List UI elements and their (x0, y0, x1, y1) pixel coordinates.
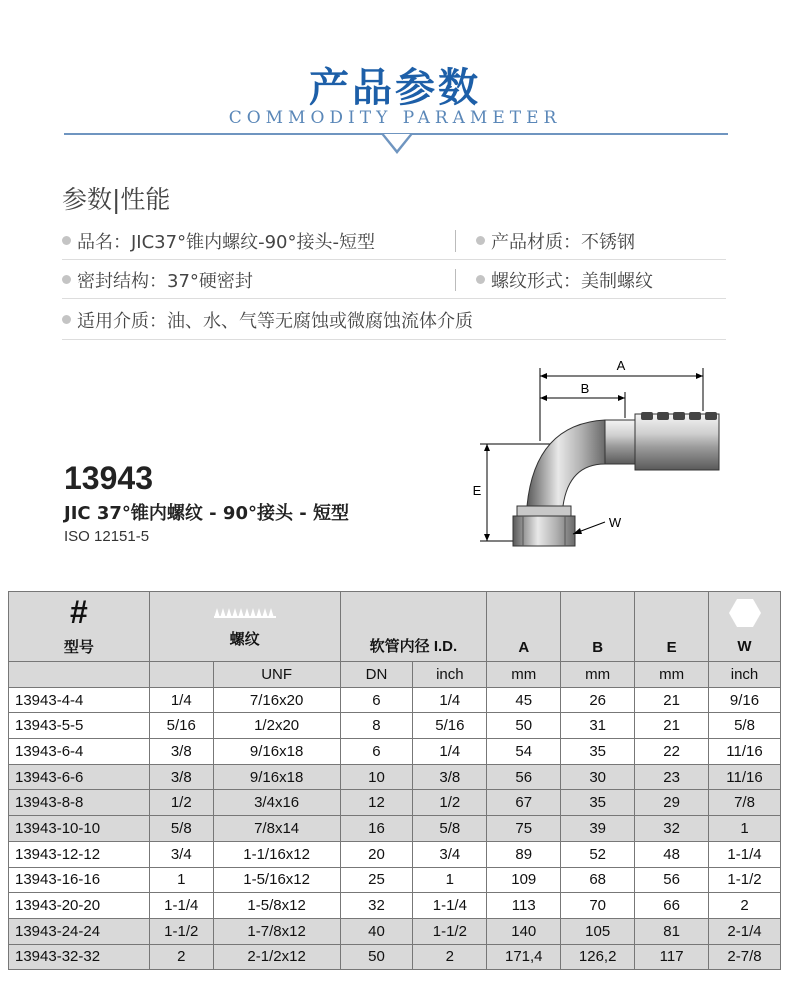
spec-name-text: 品名：JIC37°锥内螺纹-90°接头-短型 (77, 232, 375, 253)
cell-unf: 1-7/8x12 (213, 918, 340, 944)
cell-dim-a: 56 (487, 764, 561, 790)
cell-dim-e: 66 (635, 893, 709, 919)
cell-thread-size: 1-1/2 (149, 918, 213, 944)
table-row (9, 790, 781, 816)
part-number: 13943 (64, 460, 153, 496)
cell-dim-w: 1 (709, 816, 781, 842)
cell-model: 13943-20-20 (9, 893, 150, 919)
unit-mm-label: mm (659, 665, 685, 683)
table-row (9, 713, 781, 739)
col-b-label: B (592, 639, 604, 656)
cell-dim-w: 7/8 (709, 790, 781, 816)
unit-model (9, 662, 150, 688)
bullet-icon (62, 236, 71, 245)
table-row (9, 739, 781, 765)
cell-dim-w: 11/16 (709, 739, 781, 765)
cell-dim-e: 48 (635, 841, 709, 867)
cell-dim-e: 81 (635, 918, 709, 944)
hexagon-icon (728, 598, 762, 628)
table-row (9, 816, 781, 842)
cell-dim-w: 11/16 (709, 764, 781, 790)
cell-dim-w: 2-1/4 (709, 918, 781, 944)
spec-thread-text: 螺纹形式：美制螺纹 (491, 271, 653, 292)
cell-thread-size: 2 (149, 944, 213, 970)
model-label: 型号 (63, 639, 94, 656)
bullet-icon (62, 275, 71, 284)
table-row (9, 893, 781, 919)
cell-model: 13943-6-6 (9, 764, 150, 790)
cell-dn: 50 (340, 944, 413, 970)
cell-dim-w: 1-1/2 (709, 867, 781, 893)
cell-dim-a: 140 (487, 918, 561, 944)
cell-dim-b: 31 (561, 713, 635, 739)
table-row (9, 867, 781, 893)
cell-id-inch: 1/4 (413, 739, 487, 765)
cell-dn: 20 (340, 841, 413, 867)
table-row (9, 764, 781, 790)
cell-dim-b: 35 (561, 739, 635, 765)
header-hose (340, 592, 487, 662)
unit-unf-label: UNF (261, 665, 293, 683)
col-e-label: E (666, 639, 677, 656)
cell-dim-a: 50 (487, 713, 561, 739)
unit-e-mm (635, 662, 709, 688)
cell-id-inch: 3/4 (413, 841, 487, 867)
spec-table (8, 591, 781, 970)
thread-icon (214, 604, 276, 618)
cell-unf: 3/4x16 (213, 790, 340, 816)
spec-divider-1 (455, 230, 456, 252)
hose-label: 软管内径 I.D. (369, 638, 458, 655)
spec-name (62, 228, 375, 254)
header-a (487, 592, 561, 662)
cell-unf: 1-1/16x12 (213, 841, 340, 867)
spec-media-text: 适用介质：油、水、气等无腐蚀或微腐蚀流体介质 (77, 311, 473, 332)
cell-dim-e: 21 (635, 713, 709, 739)
cell-dim-b: 39 (561, 816, 635, 842)
unit-unf (213, 662, 340, 688)
thread-label: 螺纹 (229, 631, 260, 648)
unit-w-inch (709, 662, 781, 688)
cell-dim-b: 35 (561, 790, 635, 816)
cell-id-inch: 5/16 (413, 713, 487, 739)
cell-dn: 8 (340, 713, 413, 739)
cell-dim-a: 54 (487, 739, 561, 765)
unit-inch (413, 662, 487, 688)
spec-seal-text: 密封结构：37°硬密封 (77, 271, 253, 292)
cell-dim-w: 1-1/4 (709, 841, 781, 867)
cell-id-inch: 2 (413, 944, 487, 970)
cell-unf: 1/2x20 (213, 713, 340, 739)
cell-unf: 7/16x20 (213, 687, 340, 713)
cell-thread-size: 5/16 (149, 713, 213, 739)
cell-model: 13943-5-5 (9, 713, 150, 739)
cell-dim-b: 26 (561, 687, 635, 713)
table-row (9, 918, 781, 944)
cell-dim-a: 171,4 (487, 944, 561, 970)
unit-mm-label: mm (585, 665, 611, 683)
spec-line-1 (62, 259, 726, 260)
dimension-e-label: E (472, 483, 482, 498)
cell-dn: 16 (340, 816, 413, 842)
part-description: JIC 37°锥内螺纹 - 90°接头 - 短型 (64, 503, 349, 524)
unit-dn-label: DN (365, 665, 388, 683)
spec-thread (476, 267, 653, 293)
cell-dim-e: 29 (635, 790, 709, 816)
cell-dim-b: 105 (561, 918, 635, 944)
cell-id-inch: 1-1/4 (413, 893, 487, 919)
unit-inch-label: inch (436, 665, 464, 683)
dimension-b-label: B (580, 381, 590, 396)
cell-model: 13943-32-32 (9, 944, 150, 970)
cell-unf: 1-5/8x12 (213, 893, 340, 919)
bullet-icon (62, 315, 71, 324)
cell-dim-b: 52 (561, 841, 635, 867)
cell-unf: 7/8x14 (213, 816, 340, 842)
dimension-a-label: A (616, 358, 626, 373)
cell-dn: 25 (340, 867, 413, 893)
section-heading: 参数|性能 (62, 185, 171, 214)
cell-thread-size: 3/8 (149, 764, 213, 790)
col-w-label: W (737, 638, 752, 655)
cell-model: 13943-10-10 (9, 816, 150, 842)
spec-media (62, 307, 473, 333)
cell-id-inch: 1/2 (413, 790, 487, 816)
cell-dn: 6 (340, 739, 413, 765)
spec-seal (62, 267, 253, 293)
dimension-w-label: W (608, 515, 622, 530)
spec-line-2 (62, 298, 726, 299)
unit-mm-label: mm (511, 665, 537, 683)
cell-dim-w: 2-7/8 (709, 944, 781, 970)
unit-dn (340, 662, 413, 688)
bullet-icon (476, 236, 485, 245)
bullet-icon (476, 275, 485, 284)
cell-model: 13943-24-24 (9, 918, 150, 944)
cell-thread-size: 5/8 (149, 816, 213, 842)
cell-thread-size: 1/4 (149, 687, 213, 713)
cell-dim-e: 32 (635, 816, 709, 842)
cell-dim-b: 70 (561, 893, 635, 919)
cell-model: 13943-4-4 (9, 687, 150, 713)
cell-dim-b: 126,2 (561, 944, 635, 970)
col-a-label: A (518, 639, 530, 656)
cell-dim-e: 23 (635, 764, 709, 790)
cell-dim-a: 45 (487, 687, 561, 713)
unit-w-inch-label: inch (730, 665, 759, 683)
cell-id-inch: 3/8 (413, 764, 487, 790)
unit-a-mm (487, 662, 561, 688)
cell-thread-size: 3/8 (149, 739, 213, 765)
cell-id-inch: 1/4 (413, 687, 487, 713)
cell-dn: 6 (340, 687, 413, 713)
header-notch-inner (384, 134, 410, 150)
cell-model: 13943-16-16 (9, 867, 150, 893)
cell-thread-size: 3/4 (149, 841, 213, 867)
hash-icon: # (69, 594, 88, 630)
cell-unf: 9/16x18 (213, 739, 340, 765)
cell-thread-size: 1-1/4 (149, 893, 213, 919)
cell-dim-a: 75 (487, 816, 561, 842)
cell-dim-w: 2 (709, 893, 781, 919)
spec-divider-2 (455, 269, 456, 291)
cell-dn: 40 (340, 918, 413, 944)
spec-material (476, 228, 635, 254)
cell-dim-e: 22 (635, 739, 709, 765)
cell-model: 13943-12-12 (9, 841, 150, 867)
cell-id-inch: 1-1/2 (413, 918, 487, 944)
cell-dim-a: 89 (487, 841, 561, 867)
header-w (709, 592, 781, 662)
fitting-drawing (465, 356, 725, 581)
cell-dim-b: 30 (561, 764, 635, 790)
cell-dim-a: 67 (487, 790, 561, 816)
cell-dim-a: 113 (487, 893, 561, 919)
header-model (9, 592, 150, 662)
cell-dim-e: 21 (635, 687, 709, 713)
page-title: 产品参数 (309, 65, 481, 111)
cell-dim-e: 117 (635, 944, 709, 970)
unit-b-mm (561, 662, 635, 688)
cell-id-inch: 1 (413, 867, 487, 893)
cell-thread-size: 1/2 (149, 790, 213, 816)
table-row (9, 944, 781, 970)
cell-dn: 12 (340, 790, 413, 816)
header-e (635, 592, 709, 662)
cell-unf: 1-5/16x12 (213, 867, 340, 893)
part-standard: ISO 12151-5 (64, 528, 150, 545)
cell-dim-a: 109 (487, 867, 561, 893)
header-b (561, 592, 635, 662)
cell-dim-e: 56 (635, 867, 709, 893)
cell-dn: 32 (340, 893, 413, 919)
cell-id-inch: 5/8 (413, 816, 487, 842)
cell-thread-size: 1 (149, 867, 213, 893)
cell-dn: 10 (340, 764, 413, 790)
unit-thread-blank (149, 662, 213, 688)
table-row (9, 687, 781, 713)
cell-unf: 9/16x18 (213, 764, 340, 790)
cell-model: 13943-8-8 (9, 790, 150, 816)
cell-model: 13943-6-4 (9, 739, 150, 765)
spec-material-text: 产品材质：不锈钢 (491, 232, 635, 253)
page-subtitle: COMMODITY PARAMETER (228, 108, 562, 128)
cell-dim-w: 9/16 (709, 687, 781, 713)
cell-dim-b: 68 (561, 867, 635, 893)
cell-unf: 2-1/2x12 (213, 944, 340, 970)
table-row (9, 841, 781, 867)
header-thread (149, 592, 340, 662)
cell-dim-w: 5/8 (709, 713, 781, 739)
spec-line-3 (62, 339, 726, 340)
